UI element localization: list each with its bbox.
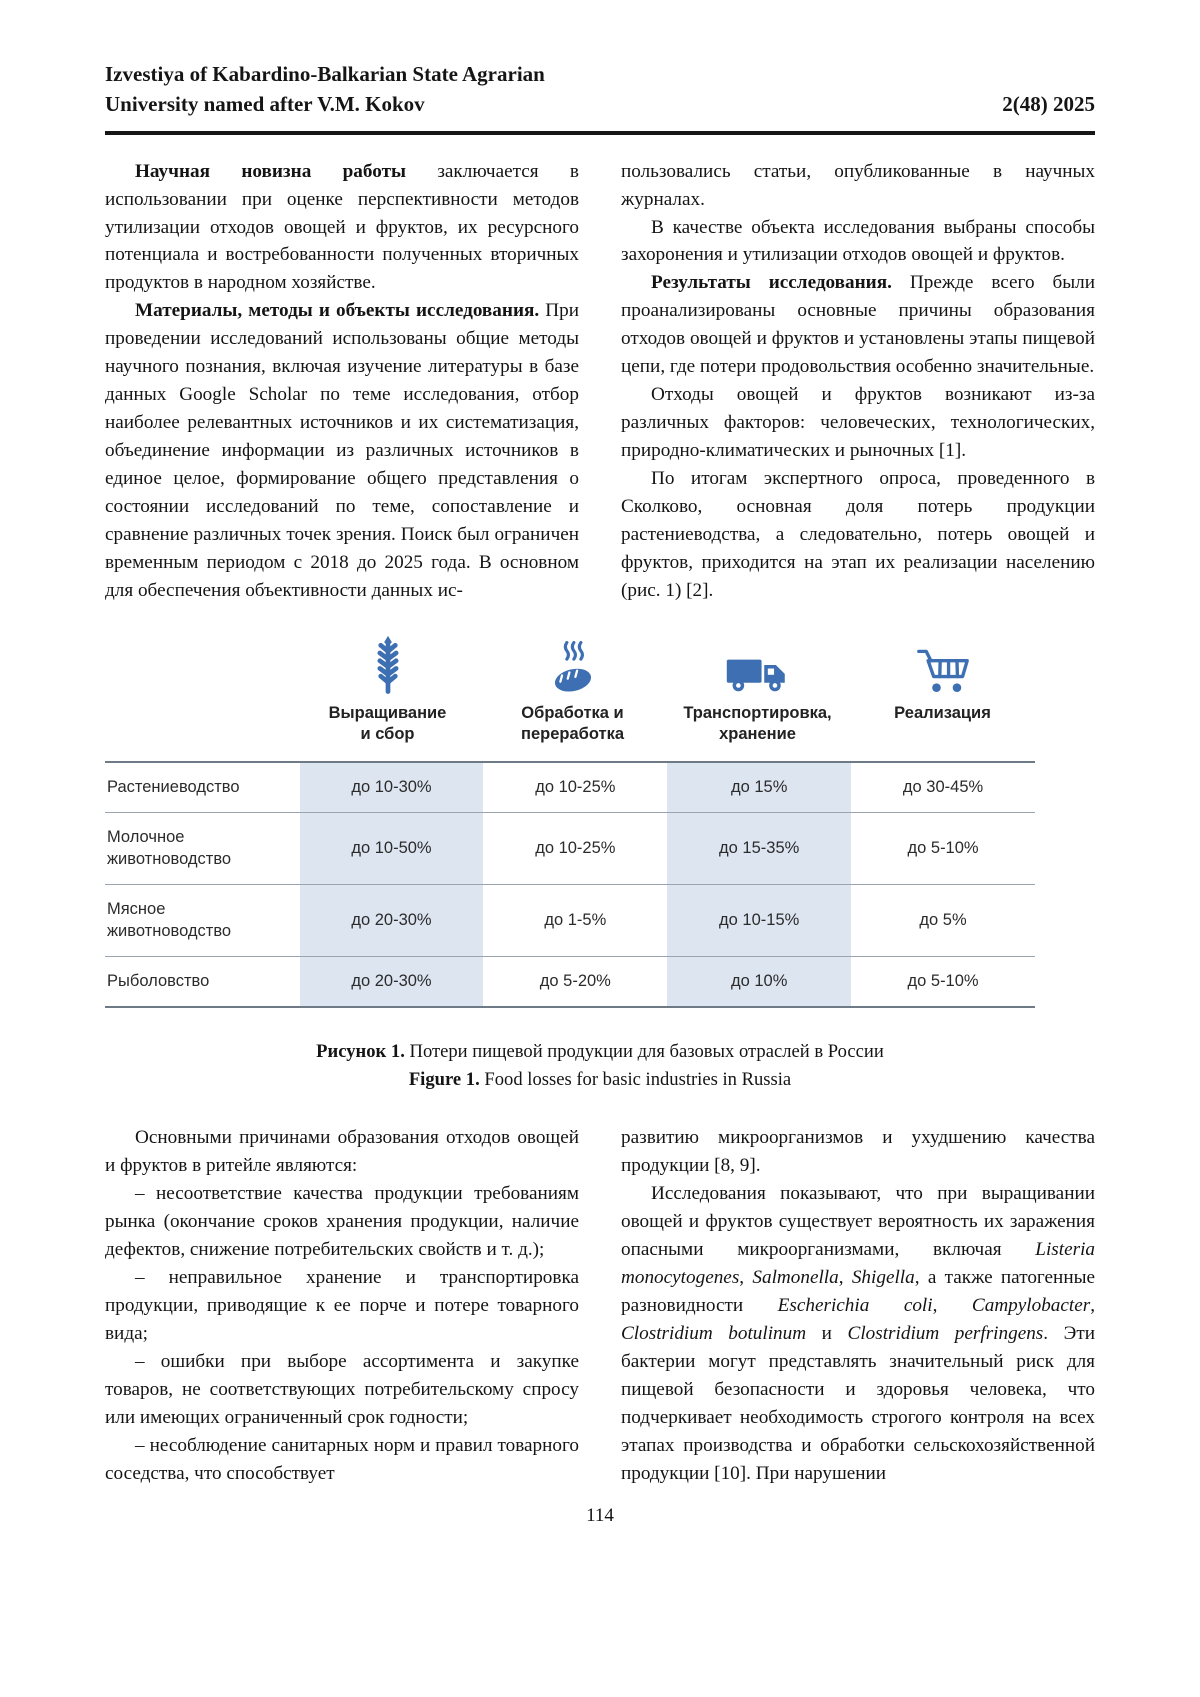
paragraph [105,297,579,604]
wheat-icon [368,633,408,695]
loss-cell: до 5-10% [907,972,979,991]
text-segment: Отходы овощей и фруктов возникают из-за различных факторов: человеческих, технологических, природно-климатических и рыночных [1]. [621,384,1095,461]
bottom-text-columns [105,1124,1095,1487]
text-segment: Материалы, методы и объекты исследования. [135,300,540,322]
loss-cell: до 20-30% [300,885,484,957]
caption-ru-text: Потери пищевой продукции для базовых отраслей в России [404,1041,884,1063]
issue-number: 2(48) 2025 [1002,91,1095,116]
stage-label: Реализация [894,703,991,722]
paragraph [621,381,1095,465]
text-segment: Научная новизна работы [135,160,406,182]
stage-label: Обработка и переработка [520,703,625,743]
text-segment: Исследования показывают, что при выращивании овощей и фруктов существует вероятность их заражения опасными микроорганизмами, включая [621,1183,1095,1260]
paragraph [105,1264,579,1348]
loss-cell: до 30-45% [902,778,984,797]
top-right-column [621,158,1095,605]
paragraph [621,158,1095,214]
table-row [105,762,1035,813]
text-segment: , [739,1266,753,1288]
loss-table [105,761,1035,1009]
figure-caption [105,1038,1095,1094]
paragraph [105,1432,579,1488]
loss-cell: до 5% [919,911,967,930]
bottom-right-column [621,1124,1095,1487]
top-left-column [105,158,579,605]
text-segment: . Эти бактерии могут представлять значительный риск для пищевой безопасности и здоровья человека, что подчеркивает необходимость строгого контроля на всех этапах производства и обработки сельскохозяйственной продукции [10]. При нарушении [621,1322,1095,1484]
caption-en [105,1066,1095,1094]
table-row [105,813,1035,885]
stage [295,633,480,745]
loss-cell: до 15-35% [667,813,851,885]
text-segment: – ошибки при выборе ассортимента и закупке товаров, не соответствующих потребительскому спросу или имеющих ограниченный срок годности; [105,1350,579,1428]
loss-cell: до 15% [667,762,851,813]
loss-cell: до 10-15% [667,885,851,957]
loss-cell: до 10-50% [300,813,484,885]
text-segment: Campylobacter [971,1294,1091,1316]
row-label: Молочное животноводство [107,828,232,868]
row-label: Мясное животноводство [107,900,232,940]
text-segment: развитию микроорганизмов и ухудшению качества продукции [8, 9]. [621,1127,1095,1177]
stage [480,633,665,745]
text-segment: – неправильное хранение и транспортировка продукции, приводящие к ее порче и потере товарного вида; [105,1266,579,1344]
truck-icon [725,633,791,695]
text-segment: По итогам экспертного опроса, проведенного в Сколково, основная доля потерь продукции растениеводства, а следовательно, потерь овощей и фруктов, приходится на этап их реализации населению (рис. 1) [2]. [621,467,1095,601]
loss-cell: до 10% [667,957,851,1008]
paragraph [621,465,1095,605]
figure-1 [105,633,1035,1009]
journal-title-line1: Izvestiya of Kabardino-Balkarian State Agrarian [105,62,545,86]
loss-cell: до 10-25% [535,839,616,858]
paragraph [621,1180,1095,1487]
stage [665,633,850,745]
bread-icon [543,633,603,695]
stage-header-row [295,633,1035,745]
journal-header [105,60,1095,135]
text-segment: , [932,1294,972,1316]
caption-en-text: Food losses for basic industries in Russia [479,1069,792,1091]
text-segment: Основными причинами образования отходов овощей и фруктов в ритейле являются: [105,1127,579,1177]
loss-cell: до 1-5% [544,911,607,930]
text-segment: Shigella [851,1266,915,1288]
page-number: 114 [586,1505,614,1527]
paragraph [105,1180,579,1264]
text-segment: Clostridium botulinum [621,1322,807,1344]
cart-icon [916,633,970,695]
text-segment: , [1090,1294,1096,1316]
paragraph [105,158,579,298]
text-segment: Salmonella [752,1266,839,1288]
loss-cell: до 10-30% [300,762,484,813]
paragraph [621,1124,1095,1180]
table-row [105,885,1035,957]
text-segment: и [806,1322,848,1344]
stage-label: Транспортировка, хранение [683,703,832,743]
text-segment: , [838,1266,852,1288]
stage [850,633,1035,745]
text-segment: Clostridium perfringens [847,1322,1044,1344]
paragraph [105,1348,579,1432]
loss-cell: до 10-25% [535,778,616,797]
journal-title-line2: University named after V.M. Kokov [105,91,425,116]
loss-cell: до 20-30% [300,957,484,1008]
paragraph [621,269,1095,381]
paragraph [621,214,1095,270]
loss-cell: до 5-10% [907,839,979,858]
caption-ru-lead: Рисунок 1. [316,1041,405,1063]
table-row [105,957,1035,1008]
row-label: Рыболовство [107,972,210,991]
text-segment: пользовались статьи, опубликованные в научных журналах. [621,160,1095,210]
stage-label: Выращивание и сбор [328,703,447,743]
text-segment: В качестве объекта исследования выбраны способы захоронения и утилизации отходов овощей и фруктов. [621,216,1095,266]
bottom-left-column [105,1124,579,1487]
text-segment: , а также патогенные разновидности [621,1266,1095,1316]
text-segment: Listeria monocytogenes [621,1239,1095,1288]
loss-cell: до 5-20% [539,972,611,991]
row-label: Растениеводство [107,777,240,796]
text-segment: Escherichia coli [777,1294,933,1316]
text-segment: Прежде всего были проанализированы основные причины образования отходов овощей и фруктов и установлены этапы пищевой цепи, где потери продовольствия особенно значительные. [621,272,1096,378]
text-segment: – несоблюдение санитарных норм и правил товарного соседства, что способствует [105,1434,579,1484]
text-segment: При проведении исследований использованы общие методы научного познания, включая изучение литературы в базе данных Google Scholar по теме исследования, отбор наиболее релевантных источников и их систематизация, объединение информации из различных источников в единое целое, формирование общего представления о состоянии исследований по теме, сопоставление и сравнение различных точек зрения. Поиск был ограничен временным периодом с 2018 до 2025 года. В основном для обеспечения объективности данных ис- [105,300,580,601]
paragraph [105,1124,579,1180]
top-text-columns [105,158,1095,605]
text-segment: Результаты исследования. [651,272,892,294]
text-segment: – несоответствие качества продукции требованиям рынка (окончание сроков хранения продукции, наличие дефектов, снижение потребительских свойств и т. д.); [105,1183,579,1260]
header-rule [105,131,1095,135]
text-segment: заключается в использовании при оценке перспективности методов утилизации отходов овощей и фруктов, их ресурсного потенциала и востребованности полученных вторичных продуктов в народном хозяйстве. [105,160,579,294]
caption-en-lead: Figure 1. [408,1069,480,1091]
caption-ru [105,1038,1095,1066]
